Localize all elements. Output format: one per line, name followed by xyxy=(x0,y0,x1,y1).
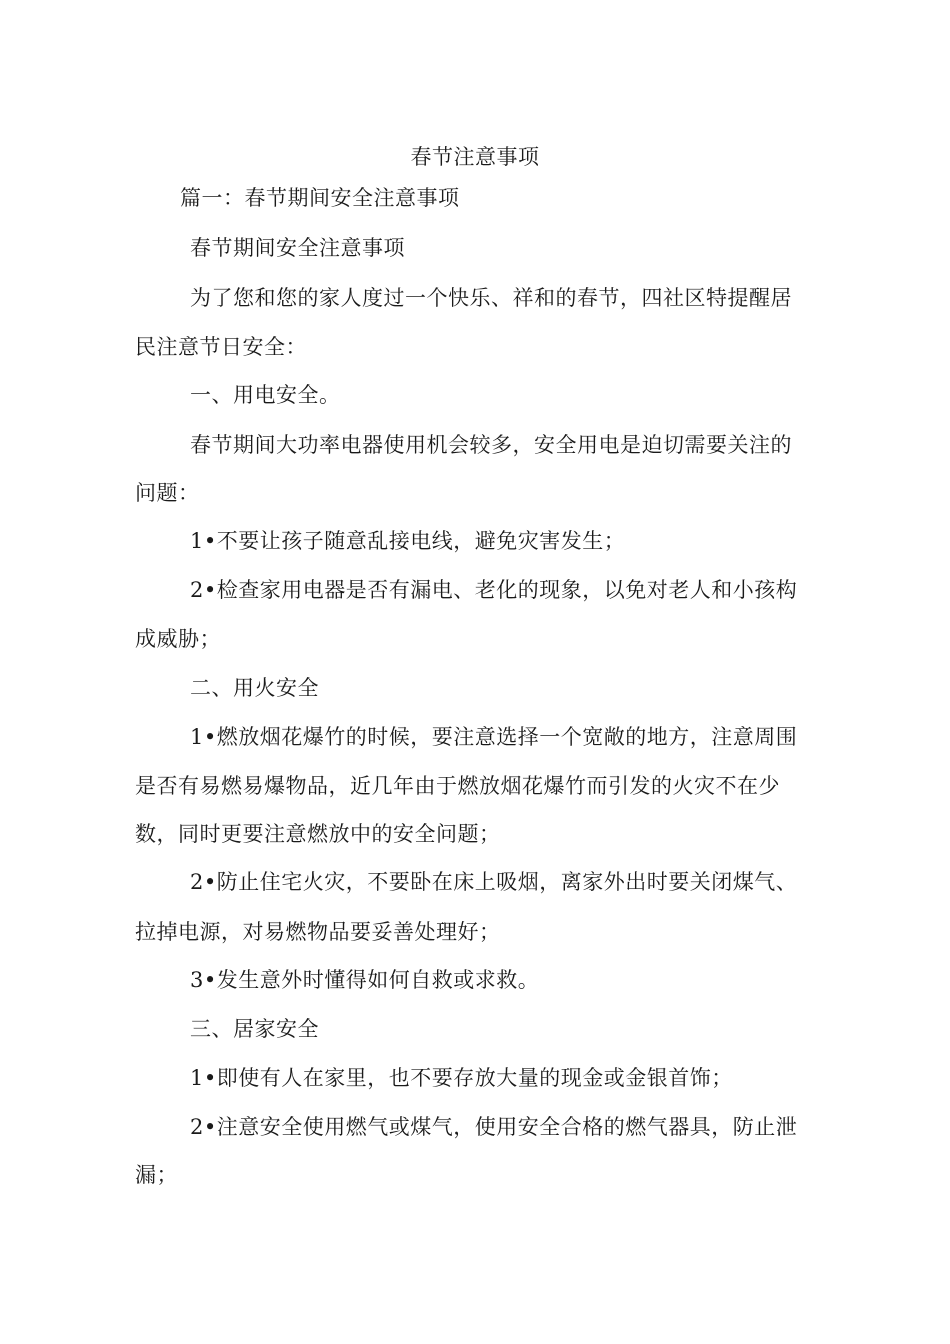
list-item: 2•检查家用电器是否有漏电、老化的现象，以免对老人和小孩构 xyxy=(190,578,798,602)
list-item: 1•燃放烟花爆竹的时候，要注意选择一个宽敞的地方，注意周围 xyxy=(190,725,798,749)
paragraph-line: 问题： xyxy=(135,481,200,505)
list-item-continuation: 漏； xyxy=(135,1163,178,1187)
list-item-continuation: 成威胁； xyxy=(135,627,221,651)
section-title-fire: 二、用火安全 xyxy=(190,676,319,700)
list-item-continuation: 数，同时更要注意燃放中的安全问题； xyxy=(135,822,501,846)
intro-paragraph-line: 民注意节日安全： xyxy=(135,335,307,359)
list-item: 1•不要让孩子随意乱接电线，避免灾害发生； xyxy=(190,529,626,553)
list-item: 1•即使有人在家里，也不要存放大量的现金或金银首饰； xyxy=(190,1066,733,1090)
document-title: 春节注意事项 xyxy=(410,145,540,169)
list-item: 3•发生意外时懂得如何自救或求救。 xyxy=(190,968,540,992)
section-title-electricity: 一、用电安全。 xyxy=(190,383,341,407)
subheading: 春节期间安全注意事项 xyxy=(190,236,405,260)
intro-paragraph-line: 为了您和您的家人度过一个快乐、祥和的春节，四社区特提醒居 xyxy=(190,286,792,310)
section-heading: 篇一：春节期间安全注意事项 xyxy=(180,186,460,210)
paragraph-line: 春节期间大功率电器使用机会较多，安全用电是迫切需要关注的 xyxy=(190,433,792,457)
list-item: 2•注意安全使用燃气或煤气，使用安全合格的燃气器具，防止泄 xyxy=(190,1115,798,1139)
list-item-continuation: 是否有易燃易爆物品，近几年由于燃放烟花爆竹而引发的火灾不在少 xyxy=(135,774,780,798)
list-item: 2•防止住宅火灾，不要卧在床上吸烟，离家外出时要关闭煤气、 xyxy=(190,870,798,894)
list-item-continuation: 拉掉电源，对易燃物品要妥善处理好； xyxy=(135,920,501,944)
section-title-home: 三、居家安全 xyxy=(190,1017,319,1041)
